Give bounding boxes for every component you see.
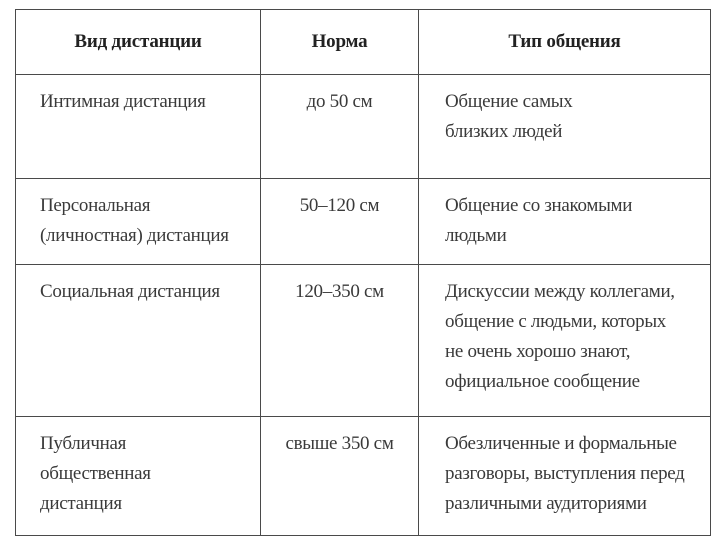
table-row — [16, 75, 711, 179]
norm-text: до 50 см — [306, 91, 373, 112]
distance-type-text: Персональная (личностная) дистанция — [40, 195, 229, 247]
communication-text: Обезличенные и формальные разговоры, выступления перед различными аудиториями — [445, 433, 685, 515]
norm-text: 50–120 см — [299, 195, 380, 217]
communication-cell — [419, 264, 711, 417]
header-norm: Норма — [261, 10, 419, 75]
communication-text: Общение самых близких людей — [445, 91, 573, 142]
distance-type-text: Социальная дистанция — [40, 280, 220, 302]
table-row — [16, 179, 711, 264]
communication-text: Общение со знакомыми людьми — [445, 195, 633, 247]
norm-text: 120–350 см — [295, 280, 384, 302]
norm-cell — [261, 75, 419, 179]
distance-type-cell — [16, 179, 261, 264]
communication-cell — [419, 417, 711, 536]
table-row — [16, 417, 711, 536]
norm-text: свыше 350 см — [285, 433, 394, 455]
header-communication-type: Тип общения — [419, 10, 711, 75]
table-header-row — [16, 10, 711, 75]
distance-type-text: Интимная дистанция — [40, 91, 206, 112]
header-distance-type: Вид дистанции — [16, 10, 261, 75]
distance-table — [15, 9, 711, 536]
communication-text: Дискуссии между коллегами, общение с людьми, которых не очень хорошо знают, официальное сообщение — [445, 280, 675, 392]
table-row — [16, 264, 711, 417]
norm-cell — [261, 179, 419, 264]
norm-cell — [261, 417, 419, 536]
distance-type-cell — [16, 417, 261, 536]
norm-cell — [261, 264, 419, 417]
communication-cell — [419, 75, 711, 179]
distance-type-text: Публичная общественная дистанция — [40, 433, 151, 515]
distance-type-cell — [16, 264, 261, 417]
distance-type-cell — [16, 75, 261, 179]
communication-cell — [419, 179, 711, 264]
